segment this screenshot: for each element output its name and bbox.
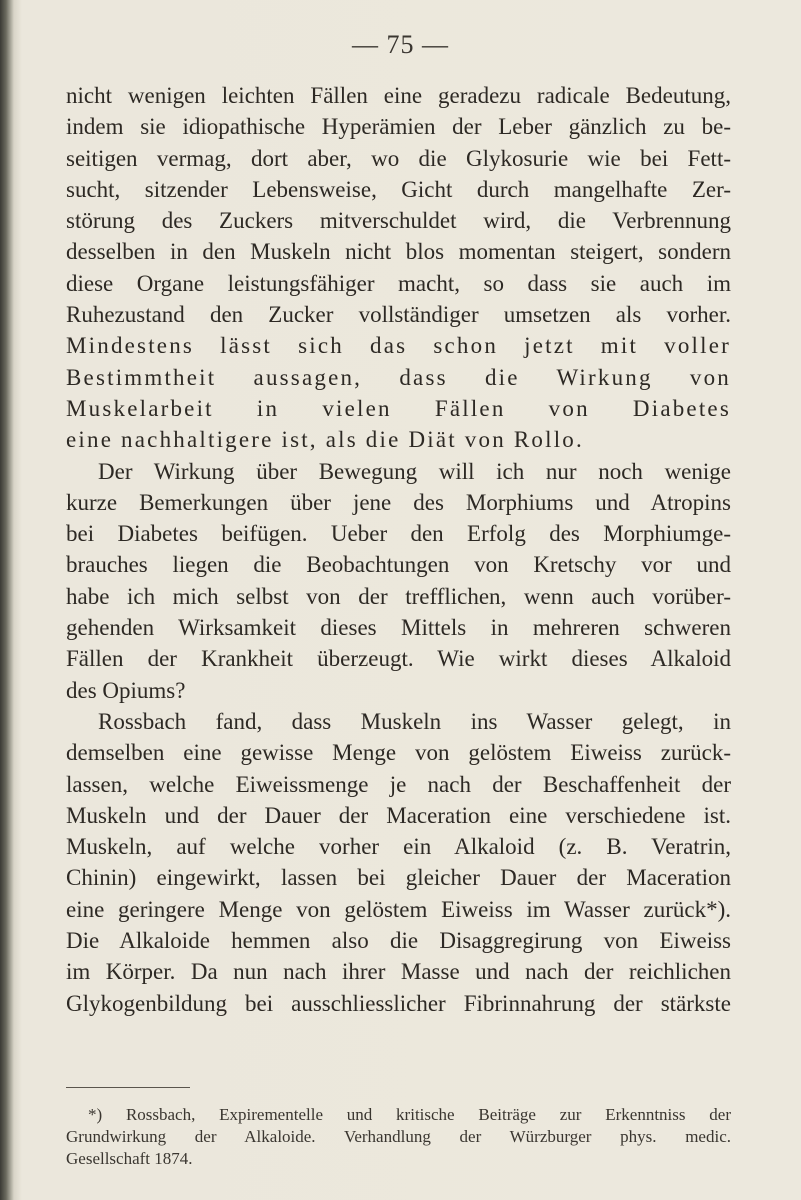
text-line: im Körper. Da nun nach ihrer Masse und nach der reichlichen: [66, 959, 731, 985]
text-line: Muskeln, auf welche vorher ein Alkaloid (z. B. Veratrin,: [66, 834, 731, 860]
page-number: — 75 —: [352, 30, 449, 59]
text-line: des Opiums?: [66, 677, 186, 703]
body-text: [66, 80, 731, 1019]
text-line: Chinin) eingewirkt, lassen bei gleicher Dauer der Maceration: [66, 865, 731, 891]
text-line: Fällen der Krankheit überzeugt. Wie wirkt dieses Alkaloid: [66, 646, 731, 672]
text-line: Die Alkaloide hemmen also die Disaggregirung von Eiweiss: [66, 928, 731, 954]
footnote-line: Grundwirkung der Alkaloide. Verhandlung der Würzburger phys. medic.: [66, 1127, 731, 1146]
text-line: kurze Bemerkungen über jene des Morphiums und Atropins: [66, 489, 731, 515]
text-line-emphasized: Mindestens lässt sich das schon jetzt mit voller: [66, 333, 731, 359]
text-line-emphasized: eine nachhaltigere ist, als die Diät von Rollo.: [66, 427, 584, 453]
text-line: indem sie idiopathische Hyperämien der Leber gänzlich zu be-: [66, 114, 731, 140]
text-line: brauches liegen die Beobachtungen von Kretschy vor und: [66, 552, 731, 578]
text-line-emphasized: Muskelarbeit in vielen Fällen von Diabetes: [66, 395, 731, 421]
text-line: Muskeln und der Dauer der Maceration eine verschiedene ist.: [66, 802, 731, 828]
footnote-divider: [66, 1087, 190, 1088]
text-line: seitigen vermag, dort aber, wo die Glykosurie wie bei Fett-: [66, 145, 731, 171]
text-line: lassen, welche Eiweissmenge je nach der Beschaffenheit der: [66, 771, 731, 797]
text-line: demselben eine gewisse Menge von gelöstem Eiweiss zurück-: [66, 740, 731, 766]
text-line: nicht wenigen leichten Fällen eine geradezu radicale Bedeutung,: [66, 83, 731, 108]
text-line: Ruhezustand den Zucker vollständiger umsetzen als vorher.: [66, 302, 731, 328]
text-line: sucht, sitzender Lebensweise, Gicht durch mangelhafte Zer-: [66, 176, 731, 202]
text-line: störung des Zuckers mitverschuldet wird, die Verbrennung: [66, 208, 731, 234]
text-line: diese Organe leistungsfähiger macht, so dass sie auch im: [66, 270, 731, 296]
footnote-line: Gesellschaft 1874.: [66, 1149, 193, 1168]
text-line: habe ich mich selbst von der trefflichen, wenn auch vorüber-: [66, 583, 731, 609]
footnote: [66, 1104, 731, 1170]
text-line: gehenden Wirksamkeit dieses Mittels in mehreren schweren: [66, 615, 731, 641]
text-line: Rossbach fand, dass Muskeln ins Wasser gelegt, in: [98, 708, 731, 734]
text-line-emphasized: Bestimmtheit aussagen, dass die Wirkung von: [66, 364, 731, 390]
text-line: desselben in den Muskeln nicht blos momentan steigert, sondern: [66, 239, 731, 265]
text-line: bei Diabetes beifügen. Ueber den Erfolg des Morphiumge-: [66, 521, 731, 547]
footnote-line: *) Rossbach, Expirementelle und kritische Beiträge zur Erkenntniss der: [88, 1105, 731, 1124]
text-line: eine geringere Menge von gelöstem Eiweiss im Wasser zurück*).: [66, 896, 731, 922]
text-line: Glykogenbildung bei ausschliesslicher Fibrinnahrung der stärkste: [66, 990, 731, 1016]
text-line: Der Wirkung über Bewegung will ich nur noch wenige: [98, 458, 731, 484]
